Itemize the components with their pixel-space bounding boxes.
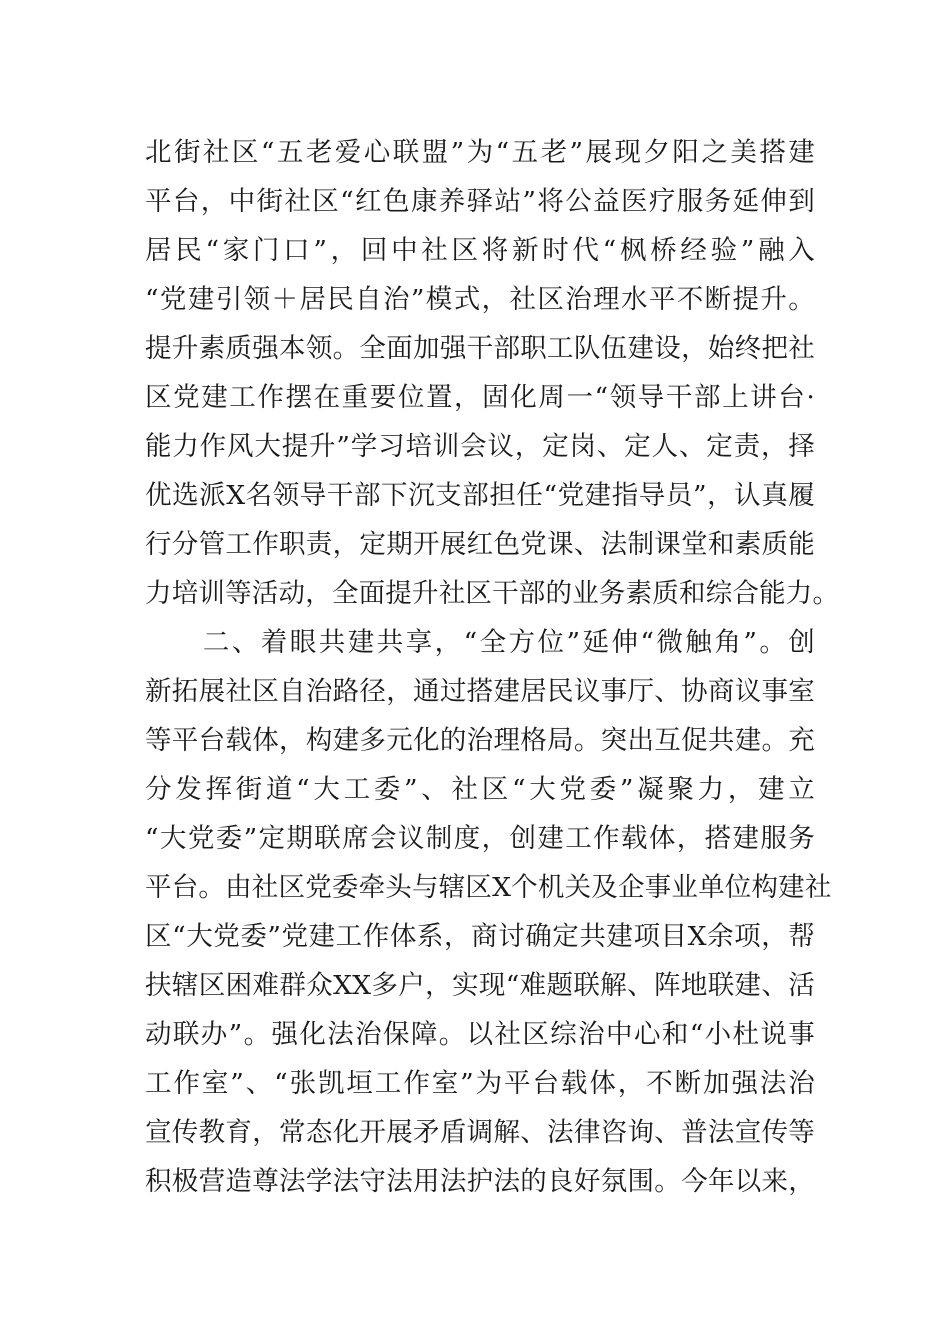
section-heading-line: 二、着眼共建共享，“全方位”延伸“微触角”。创: [145, 627, 815, 658]
text-line: 平台，中街社区“红色康养驿站”将公益医疗服务延伸到: [145, 186, 815, 217]
text-line: 积极营造尊法学法守法用法护法的良好氛围。今年以来，: [145, 1166, 815, 1197]
text-line: 宣传教育，常态化开展矛盾调解、法律咨询、普法宣传等: [145, 1117, 815, 1148]
text-line: 动联办”。强化法治保障。以社区综治中心和“小杜说事: [145, 1019, 815, 1050]
text-line: 区党建工作摆在重要位置，固化周一“领导干部上讲台·: [145, 382, 815, 413]
text-line: 工作室”、“张凯垣工作室”为平台载体，不断加强法治: [145, 1068, 815, 1099]
text-line: “大党委”定期联席会议制度，创建工作载体，搭建服务: [145, 823, 815, 854]
text-line: 行分管工作职责，定期开展红色党课、法制课堂和素质能: [145, 529, 815, 560]
text-line: 分发挥街道“大工委”、社区“大党委”凝聚力，建立: [145, 774, 815, 805]
text-line: 提升素质强本领。全面加强干部职工队伍建设，始终把社: [145, 333, 815, 364]
text-line: 平台。由社区党委牵头与辖区X个机关及企事业单位构建社: [145, 872, 832, 903]
text-line: 居民“家门口”，回中社区将新时代“枫桥经验”融入: [145, 235, 815, 266]
document-body: [145, 128, 840, 1206]
text-line: 力培训等活动，全面提升社区干部的业务素质和综合能力。: [145, 578, 840, 609]
text-line: 等平台载体，构建多元化的治理格局。突出互促共建。充: [145, 725, 815, 756]
text-line: “党建引领＋居民自治”模式，社区治理水平不断提升。: [145, 284, 815, 315]
text-line: 优选派X名领导干部下沉支部担任“党建指导员”，认真履: [145, 480, 815, 511]
text-line: 区“大党委”党建工作体系，商讨确定共建项目X余项，帮: [145, 921, 815, 952]
text-line: 能力作风大提升”学习培训会议，定岗、定人、定责，择: [145, 431, 815, 462]
text-line: 北街社区“五老爱心联盟”为“五老”展现夕阳之美搭建: [145, 137, 815, 168]
text-line: 扶辖区困难群众XX多户，实现“难题联解、阵地联建、活: [145, 970, 815, 1001]
text-line: 新拓展社区自治路径，通过搭建居民议事厅、协商议事室: [145, 676, 815, 707]
